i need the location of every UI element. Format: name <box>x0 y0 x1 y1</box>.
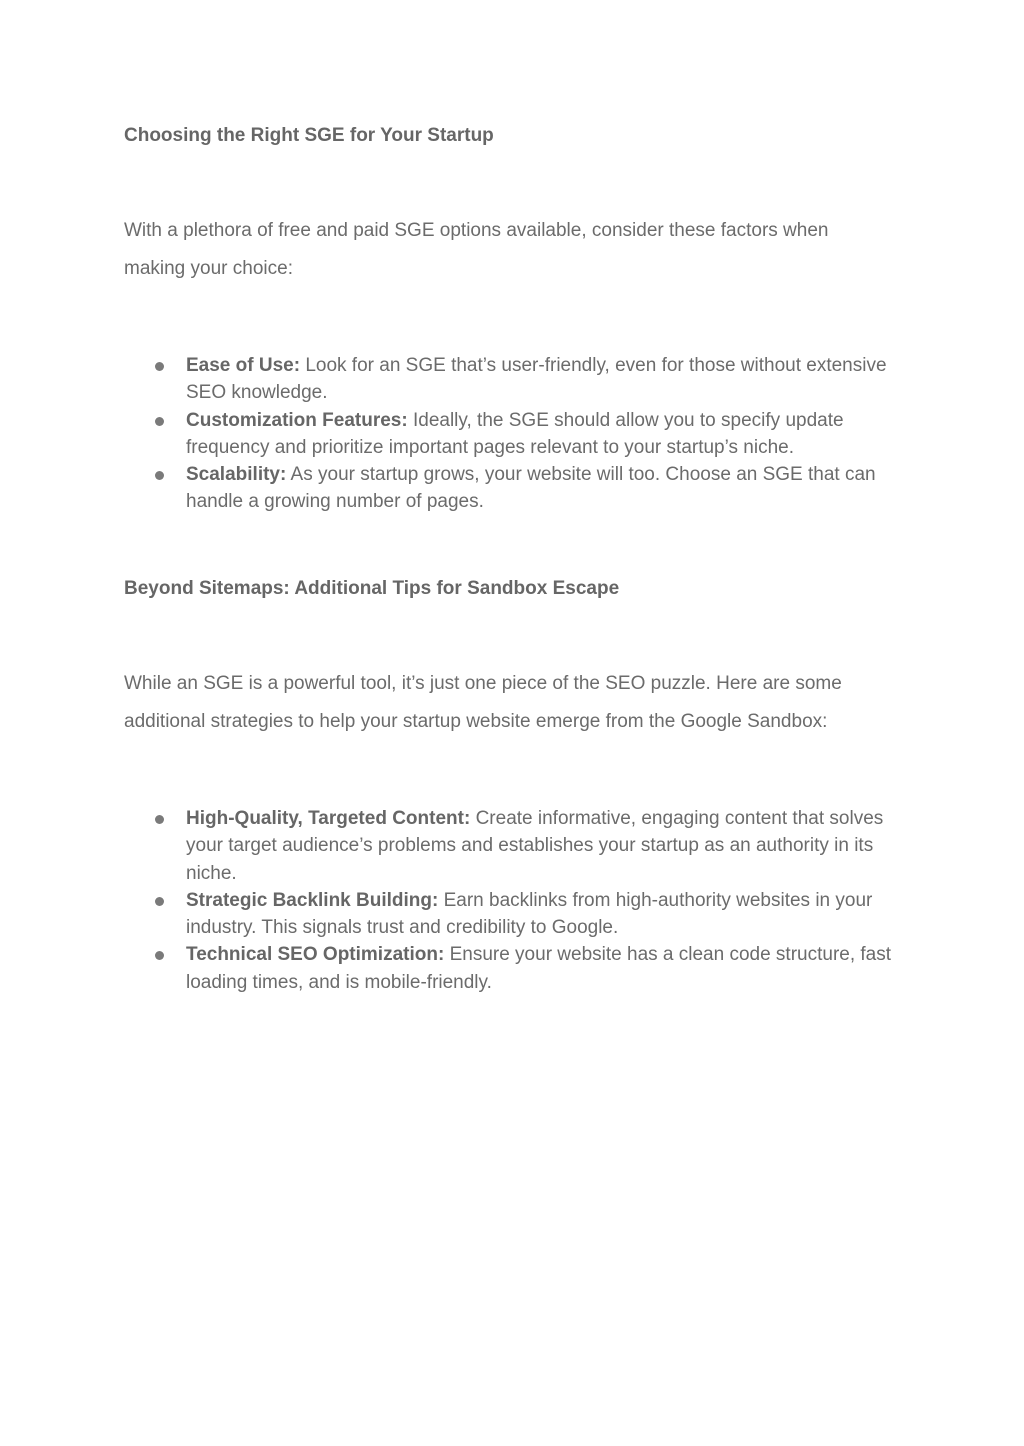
list-item <box>124 887 904 942</box>
section-1 <box>124 124 900 148</box>
list-item-text: Ideally, the SGE should allow you to specify update frequency and prioritize important pages relevant to your startup’s niche. <box>186 409 844 458</box>
list-item <box>124 941 904 996</box>
list-item <box>124 352 904 407</box>
bullet-icon <box>155 417 164 426</box>
section-2-intro <box>124 665 864 741</box>
bullet-list <box>124 352 904 516</box>
list-item <box>124 805 904 887</box>
list-item <box>124 407 904 462</box>
list-item-text: As your startup grows, your website will too. Choose an SGE that can handle a growing number of pages. <box>186 464 876 513</box>
bullet-icon <box>155 471 164 480</box>
section-2 <box>124 577 900 601</box>
list-item <box>124 461 904 516</box>
bullet-icon <box>155 951 164 960</box>
list-item-text: Create informative, engaging content that solves your target audience’s problems and establishes your startup as an authority in its niche. <box>186 808 884 884</box>
bullet-icon <box>155 362 164 371</box>
list-item-text: Ensure your website has a clean code structure, fast loading times, and is mobile-friendly. <box>186 944 892 993</box>
intro-paragraph: While an SGE is a powerful tool, it’s just one piece of the SEO puzzle. Here are some additional strategies to help your startup website emerge from the Google Sandbox: <box>124 673 842 732</box>
list-item-text: Earn backlinks from high-authority websites in your industry. This signals trust and credibility to Google. <box>186 889 873 939</box>
list-item-term: Customization Features: <box>186 409 408 431</box>
list-item-term: Scalability: <box>186 464 287 486</box>
bullet-list <box>124 805 904 996</box>
list-item-term: Technical SEO Optimization: <box>186 944 445 966</box>
list-item-term: High-Quality, Targeted Content: <box>186 808 471 829</box>
intro-paragraph: With a plethora of free and paid SGE options available, consider these factors when making your choice: <box>124 220 829 279</box>
section-heading: Beyond Sitemaps: Additional Tips for Sandbox Escape <box>124 578 620 599</box>
section-heading: Choosing the Right SGE for Your Startup <box>124 125 494 146</box>
section-1-list <box>124 352 904 516</box>
section-2-list <box>124 805 904 996</box>
list-item-text: Look for an SGE that’s user-friendly, even for those without extensive SEO knowledge. <box>186 355 887 404</box>
list-item-term: Ease of Use: <box>186 355 301 376</box>
list-item-term: Strategic Backlink Building: <box>186 889 439 911</box>
bullet-icon <box>155 897 164 906</box>
section-1-intro <box>124 212 864 288</box>
bullet-icon <box>155 815 164 824</box>
